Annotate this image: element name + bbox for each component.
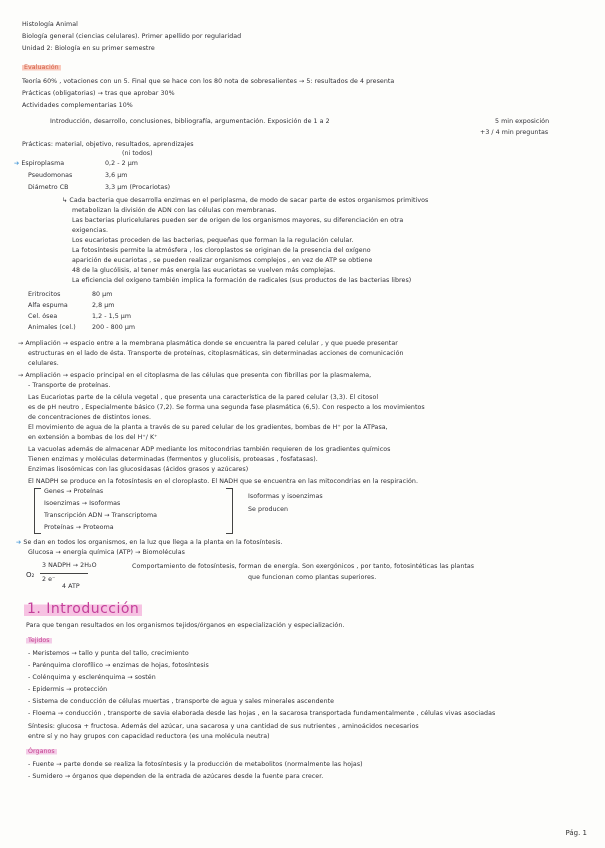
- tejidos-item: - Epidermis → protección: [28, 686, 108, 693]
- paragraph2-line: → Ampliación → espacio entre a la membrana plasmática donde se encuentra la pared celular , y que puede presentar: [18, 340, 398, 347]
- evaluacion-line: Introducción, desarrollo, conclusiones, bibliografía, argumentación. Exposición de 1 a 2: [50, 118, 330, 125]
- paragraph2-line: Las Eucariotas parte de la célula vegetal , que presenta una característica de la pared celular (3,3). El citosol: [28, 394, 379, 401]
- paragraph1-line: La fotosíntesis permite la atmósfera , los cloroplastos se originan de la presencia del oxígeno: [72, 247, 371, 254]
- evaluacion-line: Teoría 60% , votaciones con un 5. Final que se hace con los 80 nota de sobresalientes → 5: resultados de 4 presenta: [22, 78, 395, 85]
- paragraph2-line: Enzimas lisosómicas con las glucosidasas (ácidos grasos y azúcares): [28, 466, 249, 473]
- diagram-right-label: Isoformas y isoenzimas: [248, 493, 323, 500]
- diagram-right-label: Se producen: [248, 506, 289, 513]
- list2-label: Cel. ósea: [28, 313, 58, 320]
- page-number: Pág. 1: [565, 829, 587, 837]
- organos-item: - Sumidero → órganos que dependen de la entrada de azúcares desde la fuente para crecer.: [28, 773, 324, 780]
- list2-label: Animales (cel.): [28, 324, 76, 331]
- evaluacion-line: +3 / 4 min preguntas: [480, 129, 549, 136]
- list2-value: 200 - 800 µm: [92, 324, 136, 331]
- formula-fraction-bar: [40, 573, 88, 574]
- paragraph1-line: 48 de la glucólisis, al tener más energía las eucariotas se vuelven más complejas.: [72, 267, 336, 274]
- list1-value: 0,2 - 2 µm: [105, 160, 138, 167]
- list2-value: 1,2 - 1,5 µm: [92, 313, 132, 320]
- list1-row: ➔ Espiroplasma: [14, 160, 65, 167]
- list2-label: Eritrocitos: [28, 291, 61, 298]
- tejidos-item: - Floema → conducción , transporte de savia elaborada desde las hojas , en la sacarosa transportada fundamentalmente , células vivas asociadas: [28, 710, 496, 717]
- paragraph1-line: ↳ Cada bacteria que desarrolla enzimas en el periplasma, de modo de sacar parte de estos organismos primitivos: [62, 197, 429, 204]
- list2-value: 80 µm: [92, 291, 113, 298]
- paragraph2-line: de concentraciones de distintos iones.: [28, 414, 151, 421]
- header-line-3: Unidad 2: Biología en su primer semestre: [22, 45, 155, 52]
- evaluacion-line: Prácticas (obligatorias) → tras que aprobar 30%: [22, 90, 175, 97]
- diagram-item: Isoenzimas → Isoformas: [44, 500, 121, 507]
- list2-label: Alfa espuma: [28, 302, 68, 309]
- paragraph2-line: - Transporte de proteínas.: [28, 382, 111, 389]
- organos-title: Órganos: [28, 748, 55, 755]
- header-line-1: Histología Animal: [22, 21, 78, 28]
- list2-value: 2,8 µm: [92, 302, 115, 309]
- paragraph2-line: es de pH neutro , Especialmente básico (7,2). Se forma una segunda fase plasmática (6,5). Con respecto a los movimientos: [28, 404, 425, 411]
- paragraph3-line: Glucosa → energía química (ATP) → Biomoléculas: [28, 549, 185, 556]
- header-line-2: Biología general (ciencias celulares). Primer apellido por regularidad: [22, 33, 242, 40]
- list1-label: Diámetro CB: [28, 184, 69, 191]
- paragraph3-line: Comportamiento de fotosíntesis, forman de energía. Son exergónicos , por tanto, fotosintéticas las plantas: [132, 563, 475, 570]
- evaluacion-line: (ni todos): [122, 150, 153, 157]
- paragraph2-line: La vacuolas además de almacenar ADP mediante los mitocondrias también requieren de los gradientes químicos: [28, 446, 391, 453]
- list1-value: 3,3 µm (Procariotas): [105, 184, 171, 191]
- list1-label: Pseudomonas: [28, 172, 73, 179]
- diagram-item: Genes → Proteínas: [44, 488, 104, 495]
- paragraph2-line: en extensión a bombas de los del H⁺/ K⁺: [28, 434, 158, 441]
- paragraph1-line: aparición de eucariotas , se pueden realizar organismos complejos , en vez de ATP se obtiene: [72, 257, 373, 264]
- list1-value: 3,6 µm: [105, 172, 128, 179]
- evaluacion-line: 5 min exposición: [495, 118, 550, 125]
- formula-top: 3 NADPH → 2H₂O: [42, 562, 97, 569]
- paragraph2-line: El movimiento de agua de la planta a través de su pared celular de los gradientes, bombas de H⁺ por la ATPasa,: [28, 424, 388, 431]
- diagram-bracket-right: [226, 488, 233, 534]
- diagram-item: Transcripción ADN → Transcriptoma: [44, 512, 158, 519]
- tejidos-title: Tejidos: [28, 637, 50, 644]
- tejidos-item: - Meristemos → tallo y punta del tallo, crecimiento: [28, 650, 189, 657]
- paragraph2-line: celulares.: [28, 360, 59, 367]
- paragraph1-line: La eficiencia del oxígeno también implica la formación de radicales (sus productos de las bacterias libres): [72, 277, 412, 284]
- paragraph1-line: metabolizan la división de ADN con las células con membranas.: [72, 207, 277, 214]
- tejidos-item: Síntesis: glucosa + fructosa. Además del azúcar, una sacarosa y una cantidad de sus nutrientes , aminoácidos necesarios: [28, 723, 419, 730]
- tejidos-item: - Parénquima clorofílico → enzimas de hojas, fotosíntesis: [28, 662, 209, 669]
- paragraph2-line: → Ampliación → espacio principal en el citoplasma de las células que presenta con fibrillas por la plasmalema,: [18, 372, 372, 379]
- formula-lhs: O₂: [26, 571, 35, 579]
- diagram-bracket-left: [34, 488, 41, 534]
- diagram-item: Proteínas → Proteoma: [44, 524, 114, 531]
- paragraph1-line: Los eucariotas proceden de las bacterias, pequeñas que forman la la regulación celular.: [72, 237, 354, 244]
- paragraph1-line: Las bacterias pluricelulares pueden ser de origen de los organismos mayores, su diferenciación en otra: [72, 217, 404, 224]
- organos-item: - Fuente → parte donde se realiza la fotosíntesis y la producción de metabolitos (normalmente las hojas): [28, 761, 363, 768]
- paragraph2-line: El NADPH se produce en la fotosíntesis en el cloroplasto. El NADH que se encuentra en las mitocondrias en la respiración.: [28, 478, 418, 485]
- evaluacion-line: Prácticas: material, objetivo, resultados, aprendizajes: [22, 141, 194, 148]
- evaluacion-title: Evaluación: [24, 64, 59, 71]
- formula-ratio: 4 ATP: [62, 583, 80, 590]
- tejidos-item: - Sistema de conducción de células muertas , transporte de agua y sales minerales ascendente: [28, 698, 335, 705]
- arrow-right-icon: ➔: [14, 160, 22, 167]
- paragraph1-line: exigencias.: [72, 227, 109, 234]
- paragraph2-line: Tienen enzimas y moléculas determinadas (fermentos y glucolisis, proteasas , fosfatasas).: [28, 456, 318, 463]
- introduction-intro: Para que tengan resultados en los organismos tejidos/órganos en especialización y especialización.: [26, 622, 345, 629]
- paragraph3-line: ➔ Se dan en todos los organismos, en la luz que llega a la planta en la fotosíntesis.: [16, 539, 283, 546]
- evaluacion-line: Actividades complementarias 10%: [22, 102, 133, 109]
- paragraph2-line: estructuras en el lado de ésta. Transporte de proteínas, citoplasmáticas, sin determinadas acciones de comunicación: [28, 350, 404, 357]
- introduction-title: 1. Introducción: [24, 600, 142, 618]
- paragraph3-line: que funcionan como plantas superiores.: [248, 574, 377, 581]
- tejidos-item: entre sí y no hay grupos con capacidad reductora (es una molécula neutra): [28, 733, 270, 740]
- tejidos-item: - Colénquima y esclerénquima → sostén: [28, 674, 156, 681]
- arrow-right-icon: ➔: [16, 539, 24, 546]
- formula-bottom: 2 e⁻: [42, 576, 56, 583]
